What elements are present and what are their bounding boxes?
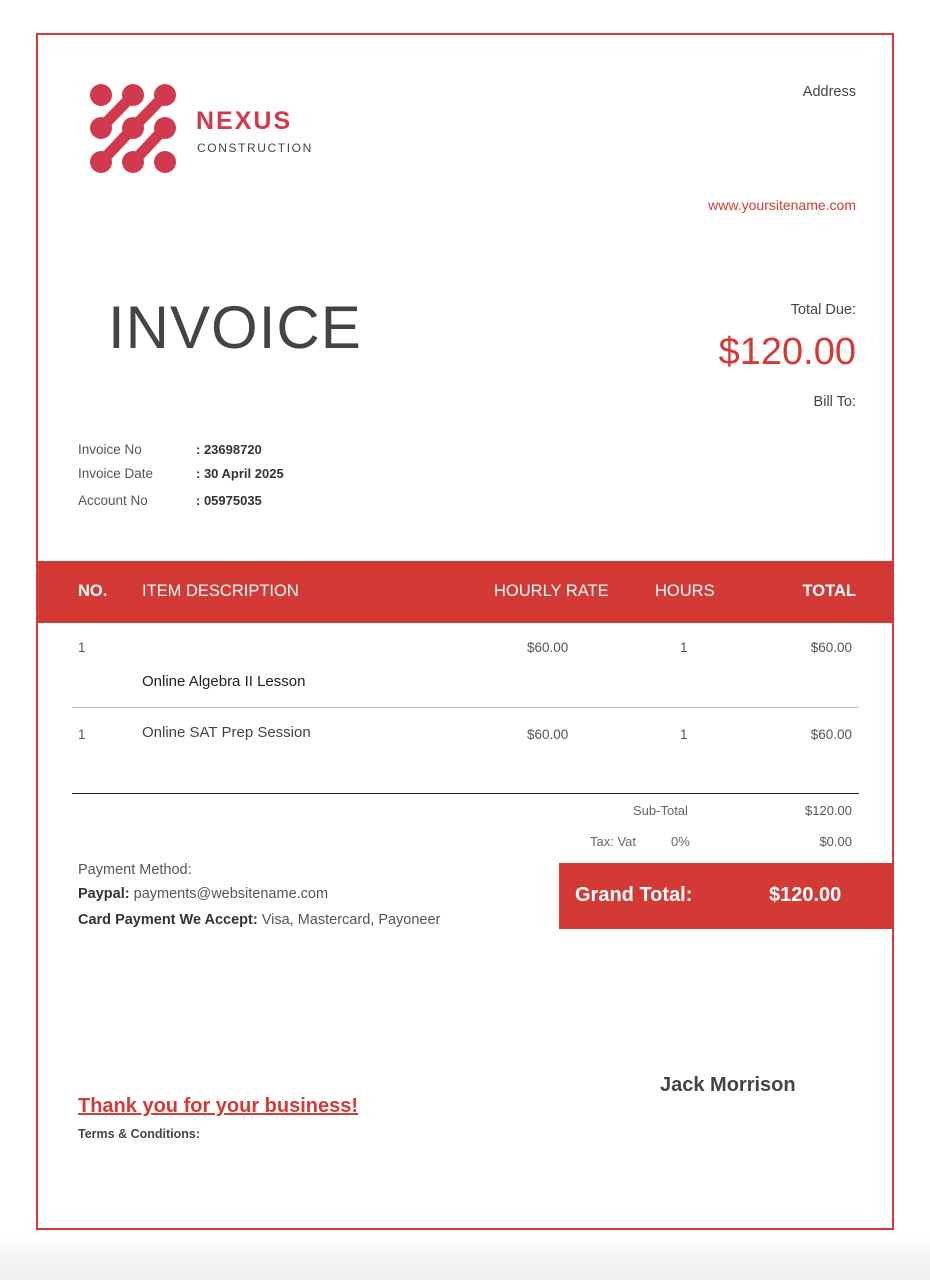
meta-label: Account No bbox=[78, 493, 148, 508]
paypal-value: payments@websitename.com bbox=[133, 886, 329, 902]
signer-name: Jack Morrison bbox=[660, 1074, 796, 1096]
row-2-hours: 1 bbox=[680, 727, 688, 742]
header-rate: HOURLY RATE bbox=[494, 582, 609, 600]
table-bottom-rule bbox=[72, 793, 859, 794]
row-divider bbox=[72, 707, 859, 708]
website-link[interactable]: www.yoursitename.com bbox=[708, 197, 856, 213]
grand-total-box bbox=[559, 863, 893, 929]
brand-tagline: CONSTRUCTION bbox=[197, 141, 313, 155]
subtotal-label: Sub-Total bbox=[633, 803, 688, 818]
invoice-page bbox=[36, 33, 894, 1230]
paypal-line bbox=[78, 886, 328, 902]
thank-you-note: Thank you for your business! bbox=[78, 1095, 359, 1117]
tax-label: Tax: Vat bbox=[590, 834, 637, 849]
meta-value: : 30 April 2025 bbox=[196, 466, 284, 481]
card-line bbox=[78, 912, 440, 928]
header-no: NO. bbox=[78, 582, 108, 600]
terms-heading: Terms & Conditions: bbox=[78, 1127, 200, 1141]
tax-rate: 0% bbox=[671, 834, 690, 849]
total-due-value: $120.00 bbox=[718, 331, 856, 373]
items-table-header bbox=[38, 561, 894, 623]
subtotal-value: $120.00 bbox=[805, 803, 852, 818]
total-due-label: Total Due: bbox=[790, 302, 856, 318]
row-2-no: 1 bbox=[78, 727, 86, 742]
address-label: Address bbox=[802, 84, 856, 100]
brand-name: NEXUS bbox=[196, 107, 293, 135]
payment-heading: Payment Method: bbox=[78, 862, 192, 878]
tax-value: $0.00 bbox=[819, 834, 852, 849]
row-2-rate: $60.00 bbox=[527, 727, 569, 742]
meta-label: Invoice Date bbox=[78, 466, 154, 481]
nexus-logo-icon bbox=[89, 83, 179, 175]
header-hours: HOURS bbox=[655, 582, 715, 600]
meta-value: : 23698720 bbox=[196, 442, 262, 457]
card-label: Card Payment We Accept: bbox=[78, 912, 258, 928]
row-1-hours: 1 bbox=[680, 640, 688, 655]
row-1-no: 1 bbox=[78, 640, 86, 655]
meta-value: : 05975035 bbox=[196, 493, 262, 508]
paypal-label: Paypal: bbox=[78, 886, 130, 902]
bill-to-label: Bill To: bbox=[813, 394, 856, 410]
row-2-total: $60.00 bbox=[810, 727, 852, 742]
row-1-total: $60.00 bbox=[810, 640, 852, 655]
grand-total-value: $120.00 bbox=[769, 884, 842, 906]
row-2-description: Online SAT Prep Session bbox=[142, 724, 311, 741]
meta-row-invoice-date bbox=[78, 466, 284, 481]
header-description: ITEM DESCRIPTION bbox=[142, 582, 299, 600]
header-total: TOTAL bbox=[802, 582, 856, 600]
grand-total-label: Grand Total: bbox=[575, 884, 693, 906]
row-1-description: Online Algebra II Lesson bbox=[142, 673, 306, 690]
row-1-rate: $60.00 bbox=[527, 640, 569, 655]
meta-label: Invoice No bbox=[78, 442, 142, 457]
invoice-title: INVOICE bbox=[108, 294, 362, 361]
meta-row-account-no bbox=[78, 493, 262, 508]
meta-row-invoice-no bbox=[78, 442, 262, 457]
card-value: Visa, Mastercard, Payoneer bbox=[261, 912, 441, 928]
